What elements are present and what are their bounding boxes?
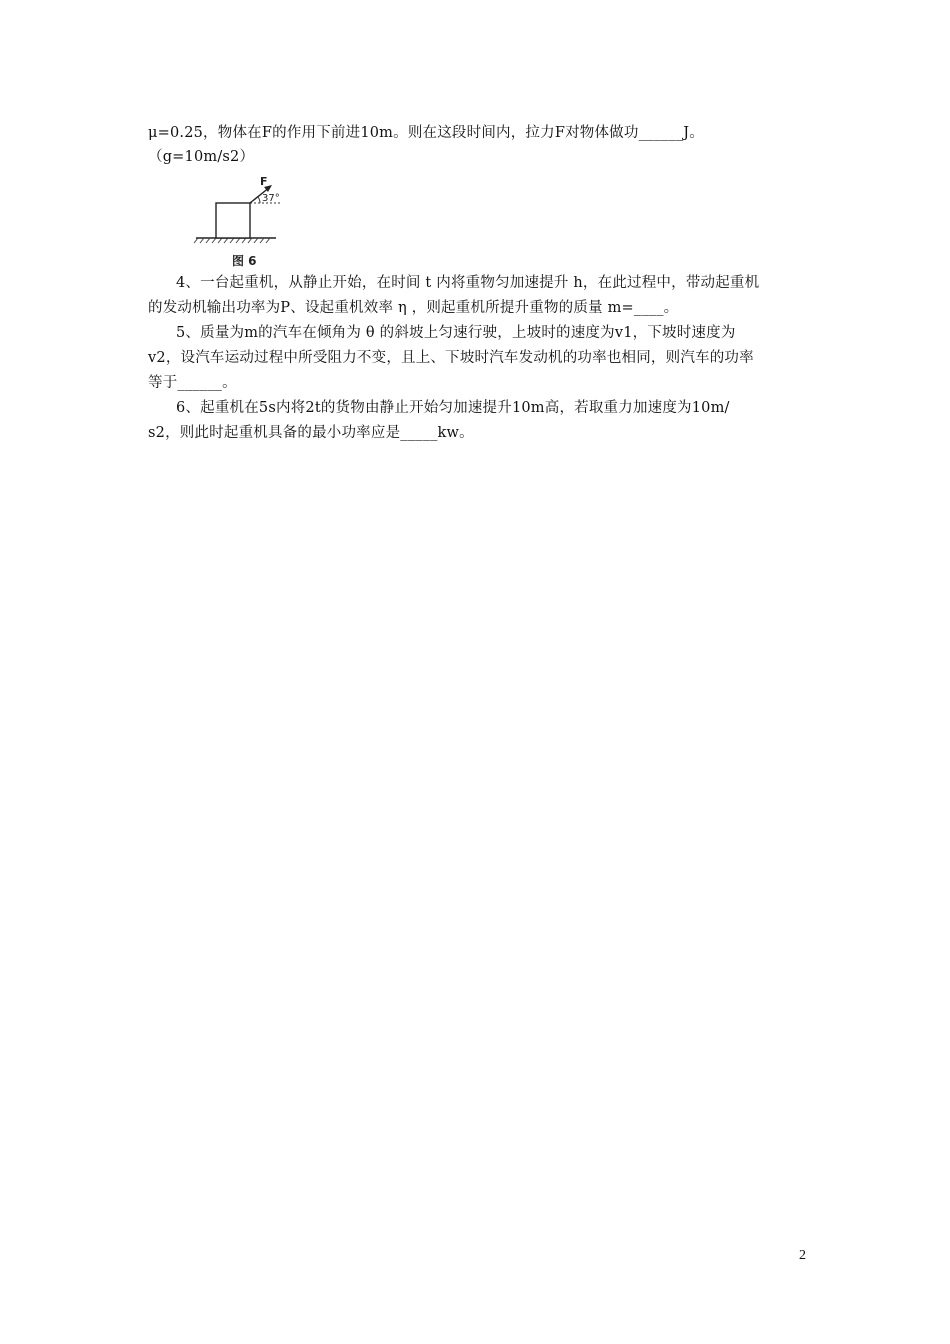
problem6-line1: 6、起重机在5s内将2t的货物由静止开始匀加速提升10m高，若取重力加速度为10m/ (176, 400, 730, 416)
problem3-line2: （g=10m/s2） (148, 149, 255, 165)
angle-label: 37° (262, 193, 280, 204)
angle-arc (258, 197, 260, 203)
problem6-line2: s2，则此时起重机具备的最小功率应是_____kw。 (148, 425, 474, 441)
block (216, 203, 250, 238)
problem4-line1: 4、一台起重机，从静止开始，在时间 t 内将重物匀加速提升 h，在此过程中，带动起重机 (176, 275, 760, 291)
problem4-line2: 的发动机输出功率为P、设起重机效率 η ，则起重机所提升重物的质量 m=____。 (148, 300, 679, 316)
page-number: 2 (799, 1248, 806, 1263)
problem5-line1: 5、质量为m的汽车在倾角为 θ 的斜坡上匀速行驶，上坡时的速度为v1，下坡时速度为 (176, 325, 736, 341)
problem5-line3: 等于______。 (148, 375, 237, 391)
problem3-line1: μ=0.25，物体在F的作用下前进10m。则在这段时间内，拉力F对物体做功______J。 (148, 125, 704, 141)
ground-hatching (194, 238, 270, 243)
force-label: F (260, 175, 268, 188)
problem5-line2: v2，设汽车运动过程中所受阻力不变，且上、下坡时汽车发动机的功率也相同，则汽车的功率 (148, 350, 754, 366)
figure-caption: 图 6 (232, 254, 257, 268)
